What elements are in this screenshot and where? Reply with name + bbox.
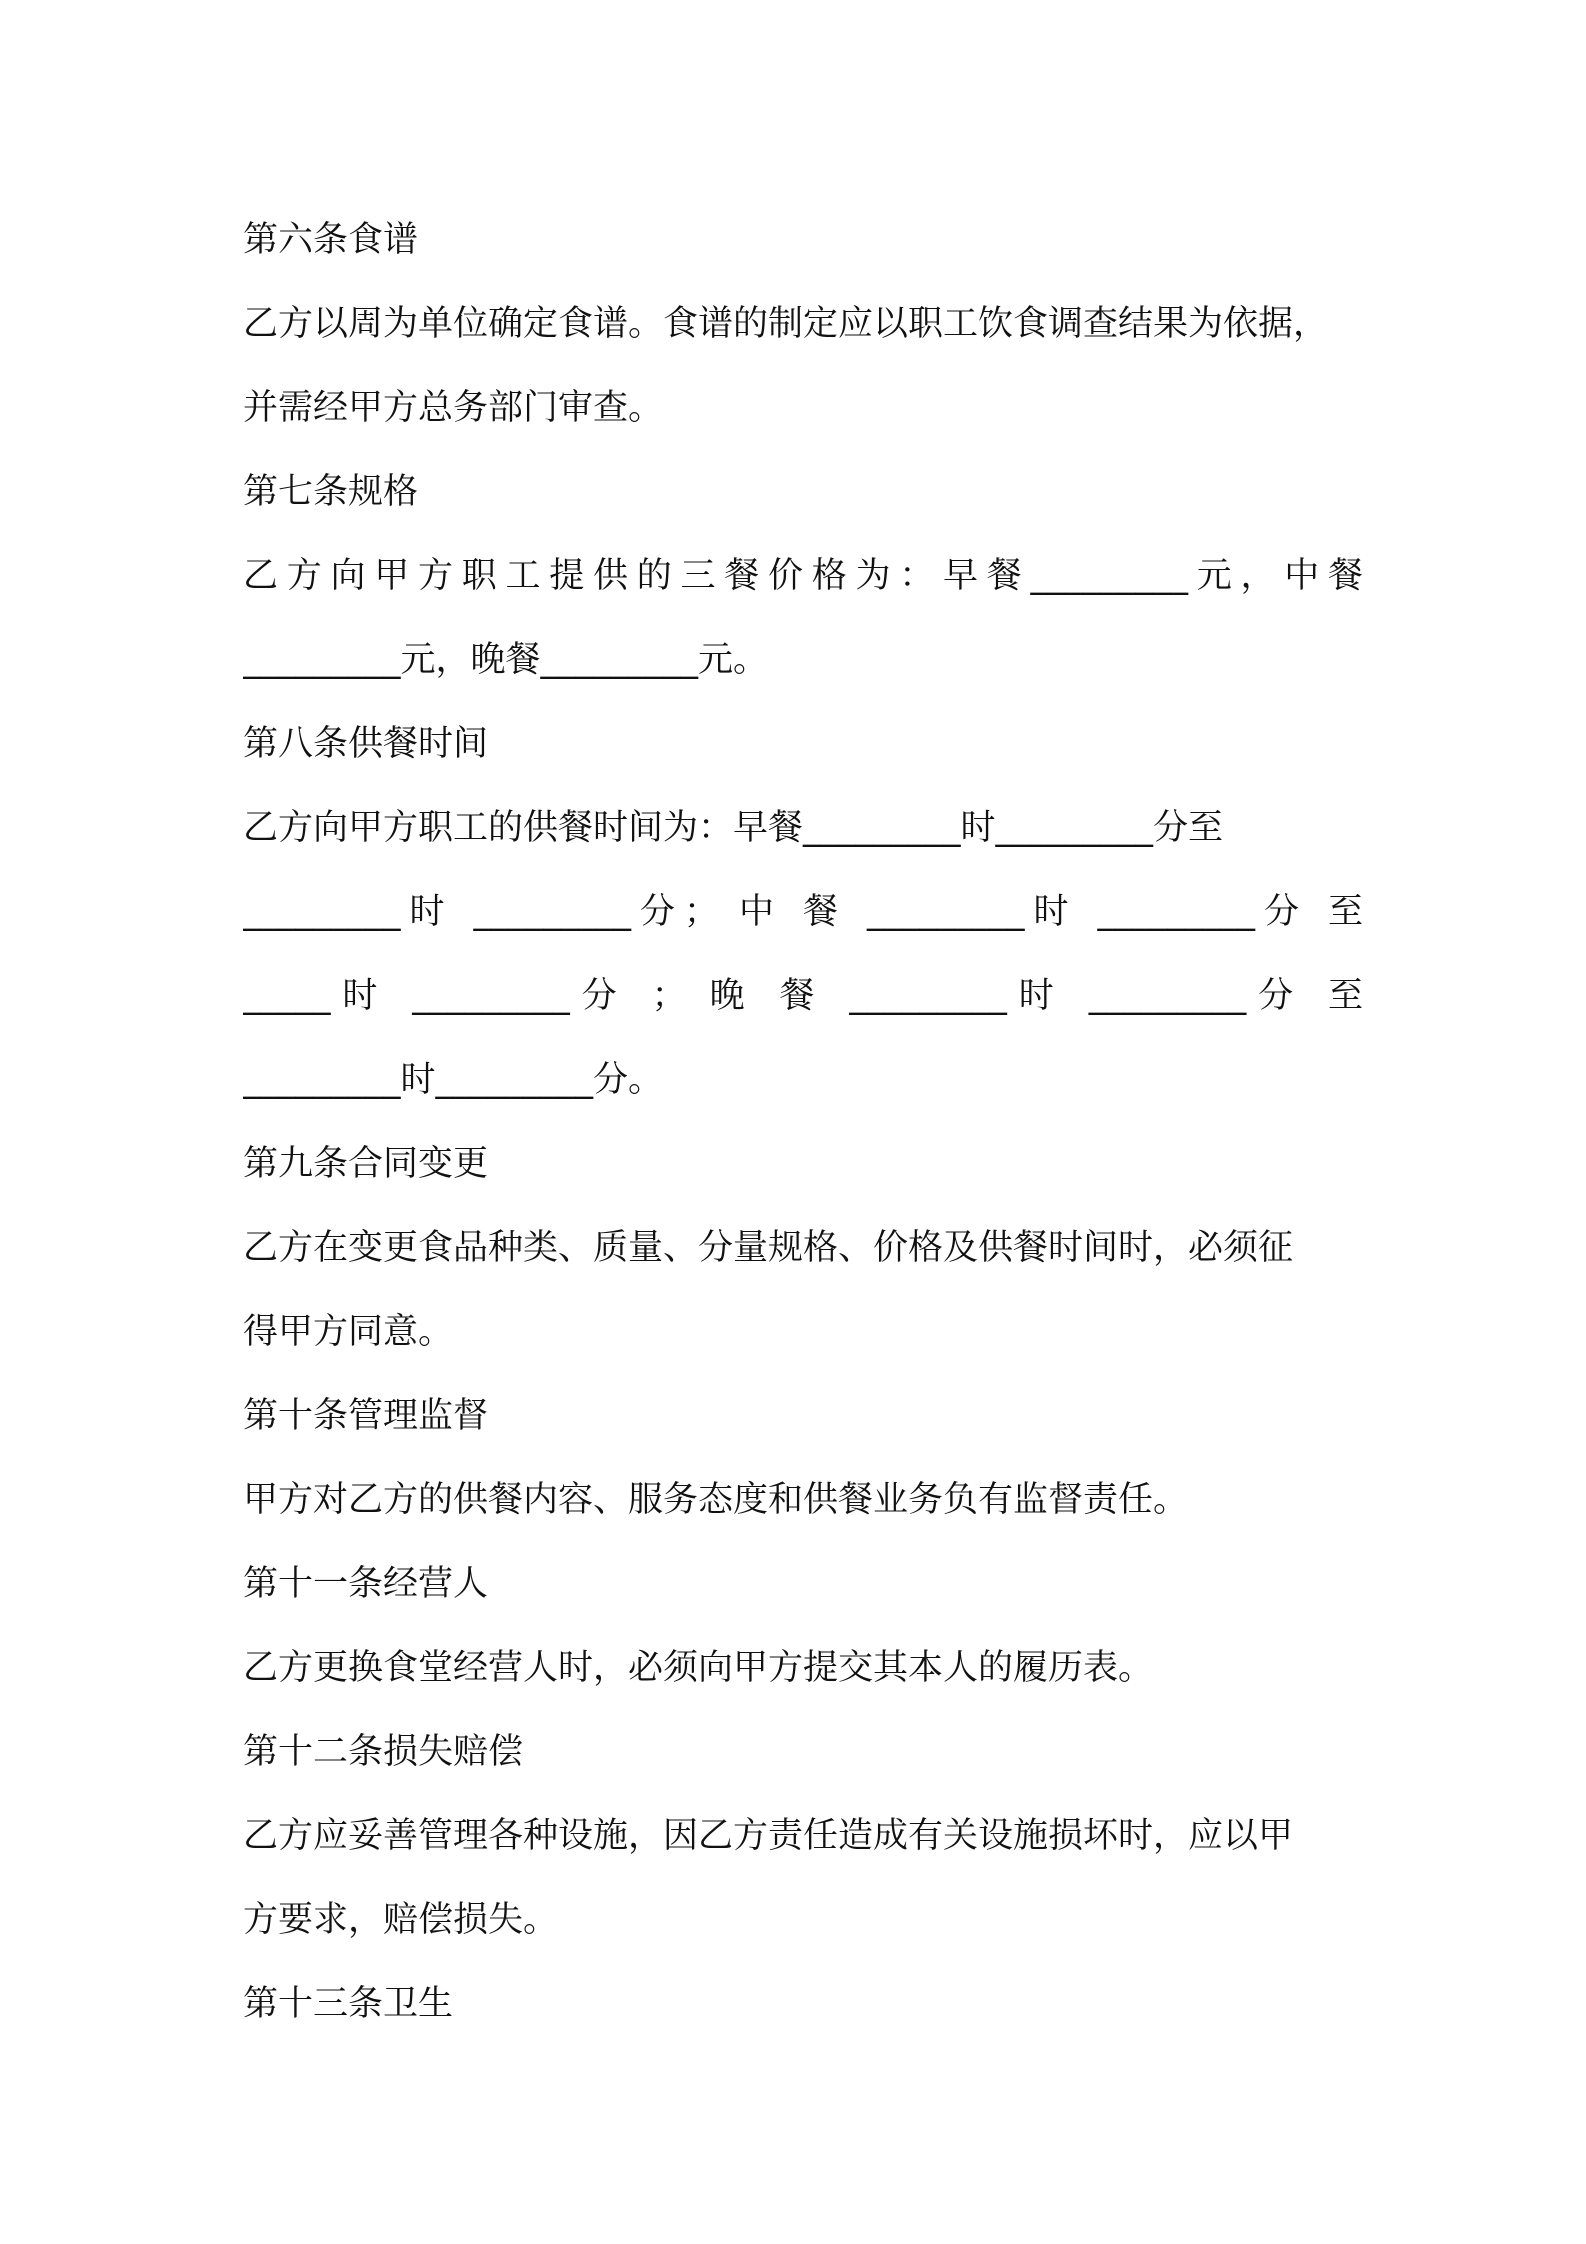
article-9-text-line-1: 乙方在变更食品种类、质量、分量规格、价格及供餐时间时，必须征 — [243, 1228, 1294, 1268]
article-13-heading: 第十三条卫生 — [243, 1984, 454, 2024]
article-6-text-line-2: 并需经甲方总务部门审查。 — [243, 388, 664, 428]
article-11-text-line-1: 乙方更换食堂经营人时，必须向甲方提交其本人的履历表。 — [243, 1648, 1154, 1688]
article-8-text-line-1: 乙方向甲方职工的供餐时间为：早餐_________时_________分至 — [243, 808, 1224, 848]
document-body — [243, 198, 1363, 2046]
article-12-text-line-1: 乙方应妥善管理各种设施，因乙方责任造成有关设施损坏时，应以甲 — [243, 1816, 1294, 1856]
article-7-heading: 第七条规格 — [243, 472, 419, 512]
article-6-heading: 第六条食谱 — [243, 220, 419, 260]
article-8-text-line-4: _________时_________分。 — [243, 1060, 664, 1100]
article-7-text-line-2: _________元，晚餐_________元。 — [243, 640, 769, 680]
article-8-text-line-3: _____时 _________分 ； 晚 餐 _________时 _________分 至 — [243, 976, 1363, 1016]
article-8-heading: 第八条供餐时间 — [243, 724, 489, 764]
article-10-text-line-1: 甲方对乙方的供餐内容、服务态度和供餐业务负有监督责任。 — [243, 1480, 1189, 1520]
article-7-text-line-1: 乙方向甲方职工提供的三餐价格为：早餐_________元，中餐 — [243, 556, 1363, 596]
article-11-heading: 第十一条经营人 — [243, 1564, 489, 1604]
article-12-text-line-2: 方要求，赔偿损失。 — [243, 1900, 559, 1940]
article-9-text-line-2: 得甲方同意。 — [243, 1312, 454, 1352]
article-6-text-line-1: 乙方以周为单位确定食谱。食谱的制定应以职工饮食调查结果为依据， — [243, 304, 1329, 344]
article-9-heading: 第九条合同变更 — [243, 1144, 489, 1184]
article-12-heading: 第十二条损失赔偿 — [243, 1732, 524, 1772]
article-10-heading: 第十条管理监督 — [243, 1396, 489, 1436]
article-8-text-line-2: _________时 _________分； 中 餐 _________时 _________分 至 — [243, 892, 1363, 932]
